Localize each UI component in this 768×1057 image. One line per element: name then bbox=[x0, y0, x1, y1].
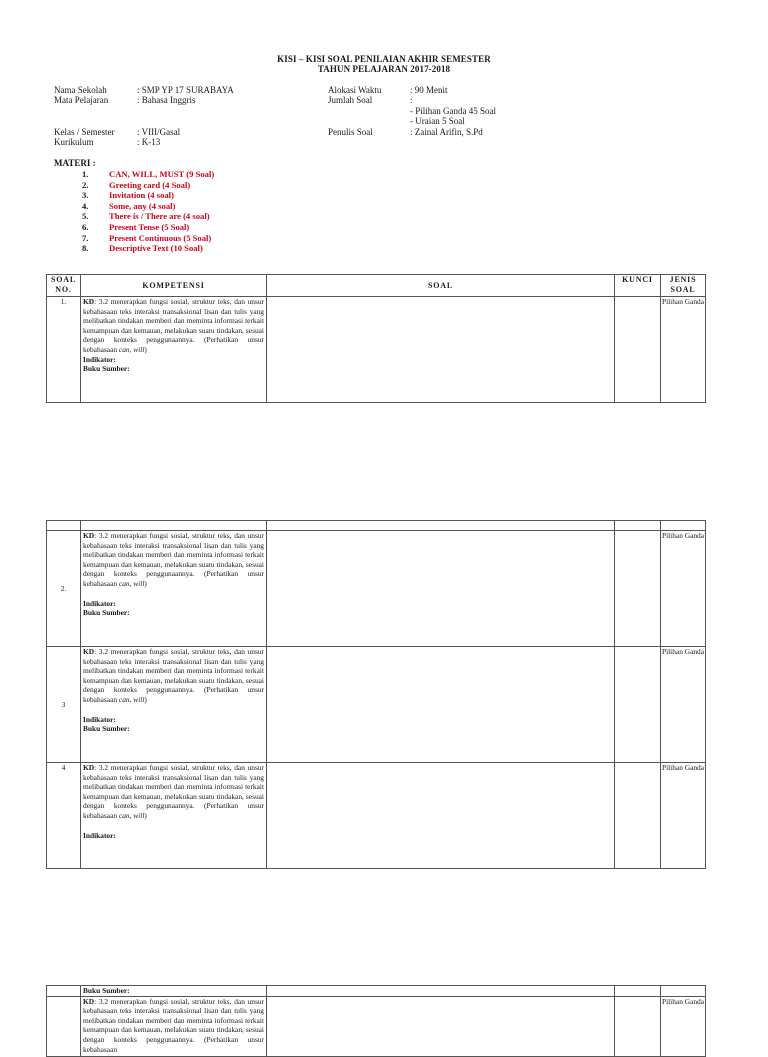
soal-cell bbox=[267, 996, 615, 1056]
row-number bbox=[47, 996, 81, 1056]
buku-sumber-label: Buku Sumber bbox=[83, 724, 128, 734]
empty-cell bbox=[615, 521, 661, 531]
table-row bbox=[47, 996, 706, 1056]
label-alokasi-waktu: Alokasi Waktu bbox=[328, 85, 382, 95]
kompetensi-cell bbox=[81, 763, 267, 869]
materi-item bbox=[82, 243, 214, 254]
kd-close: ) bbox=[144, 694, 147, 704]
soal-cell bbox=[267, 763, 615, 869]
kd-text: : 3.2 menerapkan fungsi sosial, struktur teks, dan unsur kebahasaan teks interaksi transaksional lisan dan tulis yang melibatkan tindakan memberi dan meminta informasi terkait kemampuan dan kemauan, melakukan suatu tindakan, sesuai dengan konteks penggunaannya. (Perhatikan unsur kebahasaan bbox=[83, 763, 264, 820]
materi-item-text: Some, any (4 soal) bbox=[109, 200, 176, 211]
materi-item-number: 8. bbox=[82, 243, 89, 254]
row-number: 3 bbox=[47, 647, 81, 763]
jenis-soal-cell bbox=[661, 986, 706, 997]
materi-item bbox=[82, 222, 214, 233]
indikator-colon: : bbox=[113, 714, 116, 724]
kd-text: : 3.2 menerapkan fungsi sosial, struktur teks, dan unsur kebahasaan teks interaksi transaksional lisan dan tulis yang melibatkan tindakan memberi dan meminta informasi terkait kemampuan dan kemauan, melakukan suatu tindakan, sesuai dengan konteks penggunaannya. (Perhatikan unsur kebahasaan bbox=[83, 996, 264, 1054]
label-nama-sekolah: Nama Sekolah bbox=[54, 85, 107, 95]
soal-cell bbox=[267, 986, 615, 997]
kd-label: KD bbox=[83, 763, 95, 772]
indikator-colon: : bbox=[113, 354, 116, 364]
kompetensi-cell bbox=[81, 996, 267, 1056]
kd-close: ) bbox=[144, 810, 147, 820]
kompetensi-cell bbox=[81, 297, 267, 403]
materi-item-number: 1. bbox=[82, 169, 89, 179]
materi-item-number: 6. bbox=[82, 221, 89, 232]
materi-item bbox=[82, 233, 214, 244]
empty-cell bbox=[81, 521, 267, 531]
label-jumlah-soal: Jumlah Soal bbox=[328, 95, 373, 105]
indikator-label: Indikator bbox=[83, 354, 114, 364]
table-row-empty bbox=[47, 521, 706, 531]
value-jumlah-uraian: - Uraian 5 Soal bbox=[410, 116, 465, 126]
value-jumlah-pilihan-ganda: - Pilihan Ganda 45 Soal bbox=[410, 106, 496, 116]
buku-sumber-label: Buku Sumber bbox=[83, 608, 128, 618]
table-row bbox=[47, 531, 706, 647]
kunci-cell bbox=[615, 297, 661, 403]
kd-italic: can, will bbox=[118, 694, 145, 704]
kisi-table-1 bbox=[46, 274, 706, 403]
kunci-cell bbox=[615, 647, 661, 763]
materi-item-number: 5. bbox=[82, 211, 89, 222]
kd-text: : 3.2 menerapkan fungsi sosial, struktur teks, dan unsur kebahasaan teks interaksi transaksional lisan dan tulis yang melibatkan tindakan memberi dan meminta informasi terkait kemampuan dan kemauan, melakukan suatu tindakan, sesuai dengan konteks penggunaannya. (Perhatikan unsur kebahasaan bbox=[83, 647, 264, 704]
value-alokasi-waktu: : 90 Menit bbox=[410, 85, 448, 95]
buku-sumber-colon: : bbox=[127, 724, 130, 734]
materi-item-text: CAN, WILL, MUST (9 Soal) bbox=[109, 169, 215, 179]
table-row bbox=[47, 297, 706, 403]
materi-item-text: There is / There are (4 soal) bbox=[109, 211, 210, 222]
jenis-soal-cell: Pilihan Ganda bbox=[661, 763, 706, 869]
materi-heading: MATERI : bbox=[54, 158, 96, 168]
jenis-soal-cell: Pilihan Ganda bbox=[661, 996, 706, 1056]
kd-close: ) bbox=[144, 578, 147, 588]
header-soal: SOAL bbox=[267, 275, 615, 297]
indikator-colon: : bbox=[113, 830, 116, 840]
kd-italic: can, will bbox=[118, 344, 145, 354]
indikator-colon: : bbox=[113, 598, 116, 608]
kd-text: : 3.2 menerapkan fungsi sosial, struktur teks, dan unsur kebahasaan teks interaksi transaksional lisan dan tulis yang melibatkan tindakan memberi dan meminta informasi terkait kemampuan dan kemauan, melakukan suatu tindakan, sesuai dengan konteks penggunaannya. (Perhatikan unsur kebahasaan bbox=[83, 531, 264, 588]
kunci-cell bbox=[615, 531, 661, 647]
jenis-soal-cell: Pilihan Ganda bbox=[661, 647, 706, 763]
kisi-table-3 bbox=[46, 985, 706, 1057]
row-number: 4 bbox=[47, 763, 81, 869]
soal-cell bbox=[267, 531, 615, 647]
soal-cell bbox=[267, 297, 615, 403]
kunci-cell bbox=[615, 763, 661, 869]
kompetensi-cell bbox=[81, 531, 267, 647]
value-nama-sekolah: : SMP YP 17 SURABAYA bbox=[137, 85, 234, 95]
kd-label: KD bbox=[83, 531, 95, 540]
kd-italic: can, will bbox=[118, 578, 145, 588]
kd-label: KD bbox=[83, 647, 95, 656]
materi-item-number: 7. bbox=[82, 232, 89, 243]
label-mata-pelajaran: Mata Pelajaran bbox=[54, 95, 109, 105]
table-row bbox=[47, 763, 706, 869]
materi-item-number: 3. bbox=[82, 190, 89, 201]
materi-item-number: 4. bbox=[82, 200, 89, 211]
kd-close: ) bbox=[144, 344, 147, 354]
buku-sumber-colon: : bbox=[127, 608, 130, 618]
indikator-label: Indikator bbox=[83, 714, 114, 724]
materi-item bbox=[82, 211, 214, 222]
jenis-soal-cell: Pilihan Ganda bbox=[661, 531, 706, 647]
empty-cell bbox=[661, 521, 706, 531]
value-mata-pelajaran: : Bahasa Inggris bbox=[137, 95, 196, 105]
materi-item bbox=[82, 201, 214, 212]
table-row bbox=[47, 986, 706, 997]
buku-sumber-label: Buku Sumber bbox=[83, 364, 128, 374]
kd-italic: can, will bbox=[118, 810, 145, 820]
materi-item-text: Greeting card (4 Soal) bbox=[109, 179, 191, 190]
materi-item-text: Descriptive Text (10 Soal) bbox=[109, 243, 203, 254]
label-kurikulum: Kurikulum bbox=[54, 137, 94, 147]
kompetensi-cell bbox=[81, 986, 267, 997]
buku-sumber-label: Buku Sumber bbox=[83, 986, 128, 995]
kompetensi-cell bbox=[81, 647, 267, 763]
empty-cell bbox=[47, 986, 81, 997]
materi-item-text: Present Continuous (5 Soal) bbox=[109, 232, 212, 243]
kunci-cell bbox=[615, 996, 661, 1056]
jenis-soal-cell: Pilihan Ganda bbox=[661, 297, 706, 403]
row-number: 2. bbox=[47, 531, 81, 647]
label-kelas-semester: Kelas / Semester bbox=[54, 127, 115, 137]
soal-cell bbox=[267, 647, 615, 763]
kisi-table-2 bbox=[46, 520, 706, 869]
header-kunci: KUNCI bbox=[615, 275, 661, 297]
value-penulis-soal: : Zainal Arifin, S.Pd bbox=[410, 127, 483, 137]
empty-cell bbox=[267, 521, 615, 531]
indikator-label: Indikator bbox=[83, 830, 114, 840]
materi-item bbox=[82, 180, 214, 191]
buku-sumber-colon: : bbox=[127, 986, 130, 995]
value-jumlah-soal: : bbox=[410, 95, 413, 105]
kd-text: : 3.2 menerapkan fungsi sosial, struktur teks, dan unsur kebahasaan teks interaksi transaksional lisan dan tulis yang melibatkan tindakan memberi dan meminta informasi terkait kemampuan dan kemauan, melakukan suatu tindakan, sesuai dengan konteks penggunaannya. (Perhatikan unsur kebahasaan bbox=[83, 297, 264, 354]
header-soal-no: SOAL NO. bbox=[47, 275, 81, 297]
label-penulis-soal: Penulis Soal bbox=[328, 127, 373, 137]
row-number: 1. bbox=[47, 297, 81, 403]
materi-item bbox=[82, 190, 214, 201]
kunci-cell bbox=[615, 986, 661, 997]
materi-item bbox=[82, 169, 214, 180]
document-subtitle: TAHUN PELAJARAN 2017-2018 bbox=[317, 64, 451, 74]
empty-cell bbox=[47, 521, 81, 531]
materi-item-number: 2. bbox=[82, 179, 89, 190]
materi-list bbox=[82, 169, 214, 254]
kd-label: KD bbox=[83, 297, 95, 306]
table-row bbox=[47, 647, 706, 763]
materi-item-text: Invitation (4 soal) bbox=[109, 190, 174, 201]
indikator-label: Indikator bbox=[83, 598, 114, 608]
header-kompetensi: KOMPETENSI bbox=[81, 275, 267, 297]
value-kurikulum: : K-13 bbox=[137, 137, 161, 147]
header-jenis-soal: JENIS SOAL bbox=[661, 275, 706, 297]
value-kelas-semester: : VIII/Gasal bbox=[137, 127, 181, 137]
materi-item-text: Present Tense (5 Soal) bbox=[109, 221, 190, 232]
buku-sumber-colon: : bbox=[127, 364, 130, 374]
kd-label: KD bbox=[83, 996, 95, 1006]
document-title: KISI – KISI SOAL PENILAIAN AKHIR SEMESTER bbox=[277, 54, 491, 64]
